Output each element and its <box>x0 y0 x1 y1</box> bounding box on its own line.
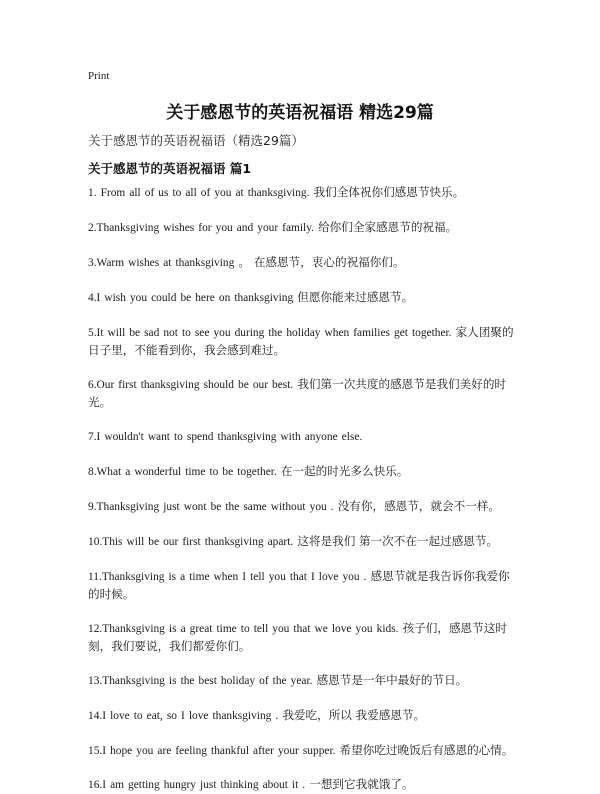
item-chinese: 感恩节是一年中最好的节日。 <box>316 673 468 687</box>
item-english: 2.Thanksgiving wishes for you and your family. <box>88 222 315 234</box>
list-item <box>88 184 518 202</box>
item-english: 9.Thanksgiving just wont be the same without you . <box>88 501 334 513</box>
item-english: 10.This will be our first thanksgiving apart. <box>88 536 294 548</box>
item-english: 14.I love to eat, so I love thanksgiving . <box>88 710 279 722</box>
item-english: 5.It will be sad not to see you during the holiday when families get together. <box>88 327 452 339</box>
item-chinese: 我们全体祝你们感恩节快乐。 <box>313 185 465 199</box>
item-english: 12.Thanksgiving is a great time to tell you that we love you kids. <box>88 623 399 635</box>
item-chinese: 家人团聚的日子里，不能看到你，我会感到难过。 <box>88 325 514 357</box>
item-english: 16.I am getting hungry just thinking about it . <box>88 779 306 791</box>
list-item <box>88 376 518 412</box>
page-title: 关于感恩节的英语祝福语 精选29篇 <box>166 103 434 123</box>
item-chinese: 没有你，感恩节，就会不一样。 <box>337 499 501 513</box>
list-item <box>88 742 518 760</box>
section-heading: 关于感恩节的英语祝福语 篇1 <box>88 161 252 176</box>
item-chinese: 我爱吃，所以 我爱感恩节。 <box>282 708 426 722</box>
item-english: 7.I wouldn't want to spend thanksgiving with anyone else. <box>88 431 363 443</box>
item-chinese: 希望你吃过晚饭后有感恩的心情。 <box>339 743 514 757</box>
item-chinese: 这将是我们 第一次不在一起过感恩节。 <box>297 534 499 548</box>
list-item <box>88 289 518 307</box>
item-english: 1. From all of us to all of you at thanksgiving. <box>88 187 310 199</box>
list-item <box>88 672 518 690</box>
document-subtitle: 关于感恩节的英语祝福语（精选29篇） <box>88 133 304 148</box>
item-chinese: 但愿你能来过感恩节。 <box>297 290 414 304</box>
item-english: 8.What a wonderful time to be together. <box>88 466 277 478</box>
item-english: 13.Thanksgiving is the best holiday of the year. <box>88 675 313 687</box>
list-item <box>88 428 518 446</box>
item-chinese: 孩子们，感恩节这时刻，我们要说，我们都爱你们。 <box>88 621 507 653</box>
list-item <box>88 498 518 516</box>
list-item <box>88 568 518 604</box>
item-english: 3.Warm wishes at thanksgiving 。 <box>88 257 250 269</box>
list-item <box>88 463 518 481</box>
item-english: 15.I hope you are feeling thankful after your supper. <box>88 745 336 757</box>
item-chinese: 在感恩节，衷心的祝福你们。 <box>253 255 405 269</box>
greeting-list <box>88 184 518 794</box>
item-chinese: 在一起的时光多么快乐。 <box>280 464 409 478</box>
list-item <box>88 707 518 725</box>
list-item <box>88 254 518 272</box>
list-item <box>88 620 518 656</box>
list-item <box>88 533 518 551</box>
item-chinese: 一想到它我就饿了。 <box>309 777 414 791</box>
item-chinese: 给你们全家感恩节的祝福。 <box>318 220 458 234</box>
list-item <box>88 219 518 237</box>
item-english: 4.I wish you could be here on thanksgiving <box>88 292 294 304</box>
item-english: 11.Thanksgiving is a time when I tell you that I love you . <box>88 571 367 583</box>
item-chinese: 感恩节就是我告诉你我爱你的时候。 <box>88 569 510 601</box>
print-link[interactable]: Print <box>88 70 110 82</box>
item-english: 6.Our first thanksgiving should be our best. <box>88 379 294 391</box>
item-chinese: 我们第一次共度的感恩节是我们美好的时光。 <box>88 377 507 409</box>
list-item <box>88 776 518 794</box>
list-item <box>88 324 518 360</box>
